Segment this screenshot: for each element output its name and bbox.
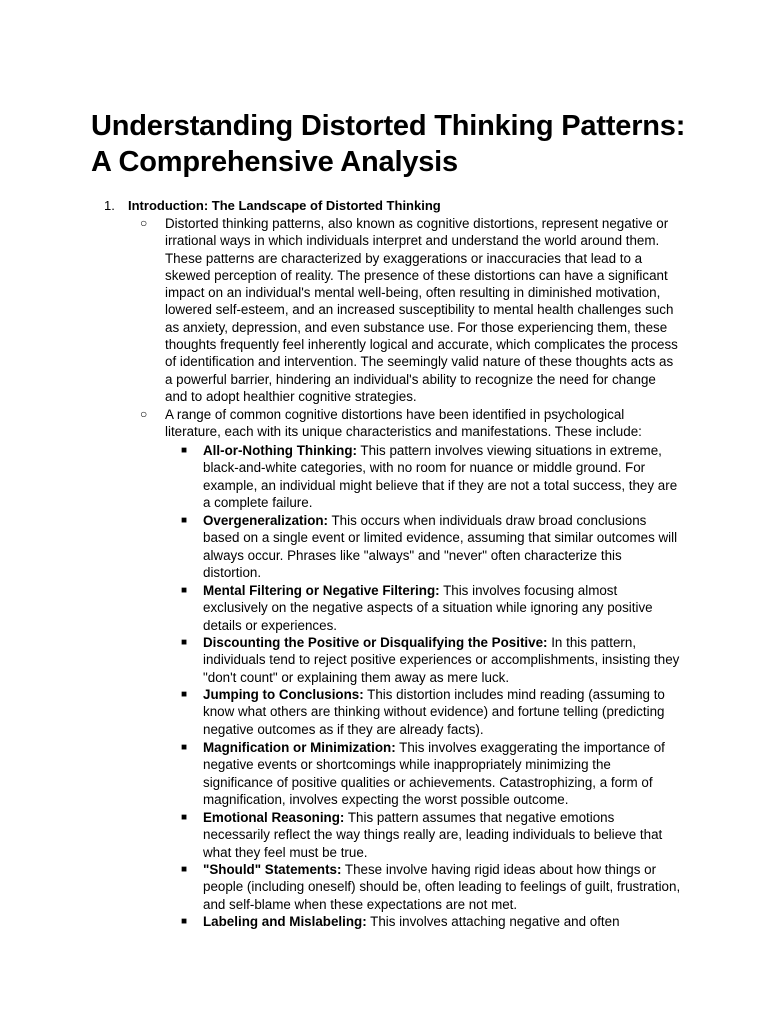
filled-square-bullet-icon: ■ [181, 515, 188, 526]
filled-square-bullet-icon: ■ [181, 689, 188, 700]
distortion-term: "Should" Statements: [203, 862, 342, 877]
list-item-content [203, 809, 681, 861]
page-title: Understanding Distorted Thinking Patterns: A Comprehensive Analysis [91, 110, 686, 178]
distortion-term: Overgeneralization: [203, 513, 329, 528]
distortion-description: In this pattern, individuals tend to reject positive experiences or accomplishments, insisting they "don't count" or explaining them away as mere luck. [203, 635, 680, 685]
distortion-term: Discounting the Positive or Disqualifying the Positive: [203, 635, 548, 650]
filled-square-bullet-icon: ■ [181, 637, 188, 648]
filled-square-bullet-icon: ■ [181, 445, 188, 456]
filled-square-bullet-icon: ■ [181, 812, 188, 823]
list-item-content [203, 512, 681, 581]
distortion-description: These involve having rigid ideas about how things or people (including oneself) should be, often leading to feelings of guilt, frustration, and self-blame when these expectations are not met. [203, 862, 681, 912]
filled-square-bullet-icon: ■ [181, 742, 188, 753]
list-item-content [203, 634, 681, 686]
distortion-term: Emotional Reasoning: [203, 810, 345, 825]
distortion-description: This pattern involves viewing situations in extreme, black-and-white categories, with no room for nuance or middle ground. For example, an individual might believe that if they are not a total success, they are a complete failure. [203, 443, 678, 510]
list-item-content [203, 861, 681, 913]
list-item-content [203, 739, 681, 808]
list-item-content [203, 582, 681, 634]
distortion-description: This involves exaggerating the importance of negative events or shortcomings while inappropriately minimizing the significance of positive qualities or achievements. Catastrophizing, a form of magnification, involves expecting the worst possible outcome. [203, 740, 665, 807]
hollow-circle-bullet-icon: ○ [140, 407, 148, 421]
distortion-description: This involves attaching negative and often [366, 914, 620, 929]
paragraph-text: A range of common cognitive distortions have been identified in psychological literature, each with its unique characteristics and manifestations. These include: [165, 407, 642, 440]
filled-square-bullet-icon: ■ [181, 916, 188, 927]
distortion-term: Magnification or Minimization: [203, 740, 396, 755]
distortion-term: All-or-Nothing Thinking: [203, 443, 357, 458]
distortion-term: Labeling and Mislabeling: [203, 914, 367, 929]
filled-square-bullet-icon: ■ [181, 864, 188, 875]
distortion-description: This involves focusing almost exclusively on the negative aspects of a situation while ignoring any positive details or experiences. [203, 583, 653, 633]
distortion-term: Jumping to Conclusions: [203, 687, 364, 702]
distortion-term: Mental Filtering or Negative Filtering: [203, 583, 440, 598]
list-item-content [203, 442, 681, 511]
paragraph-text: Distorted thinking patterns, also known as cognitive distortions, represent negative or irrational ways in which individuals interpret and understand the world around them. These patterns are characterized by exaggerations or inaccuracies that lead to a skewed perception of reality. The presence of these distortions can have a significant impact on an individual's mental well-being, often resulting in diminished motivation, lowered self-esteem, and an increased susceptibility to mental health challenges such as anxiety, depression, and even substance use. For those experiencing them, these thoughts frequently feel inherently logical and accurate, which complicates the process of identification and intervention. The seemingly valid nature of these thoughts acts as a powerful barrier, hindering an individual's ability to recognize the need for change and to adopt healthier cognitive strategies. [165, 216, 678, 404]
list-item-content [203, 686, 681, 738]
filled-square-bullet-icon: ■ [181, 585, 188, 596]
hollow-circle-bullet-icon: ○ [140, 216, 148, 230]
list-item-content [203, 913, 681, 930]
list-number: 1. [104, 198, 115, 213]
distortion-description: This pattern assumes that negative emotions necessarily reflect the way things really are, leading individuals to believe that what they feel must be true. [203, 810, 663, 860]
distortion-description: This occurs when individuals draw broad conclusions based on a single event or limited evidence, assuming that similar outcomes will always occur. Phrases like "always" and "never" often characterize this distortion. [203, 513, 678, 580]
section-heading-text: Introduction: The Landscape of Distorted Thinking [128, 198, 441, 213]
distortion-description: This distortion includes mind reading (assuming to know what others are thinking without evidence) and fortune telling (predicting negative outcomes as if they are already facts). [203, 687, 665, 737]
